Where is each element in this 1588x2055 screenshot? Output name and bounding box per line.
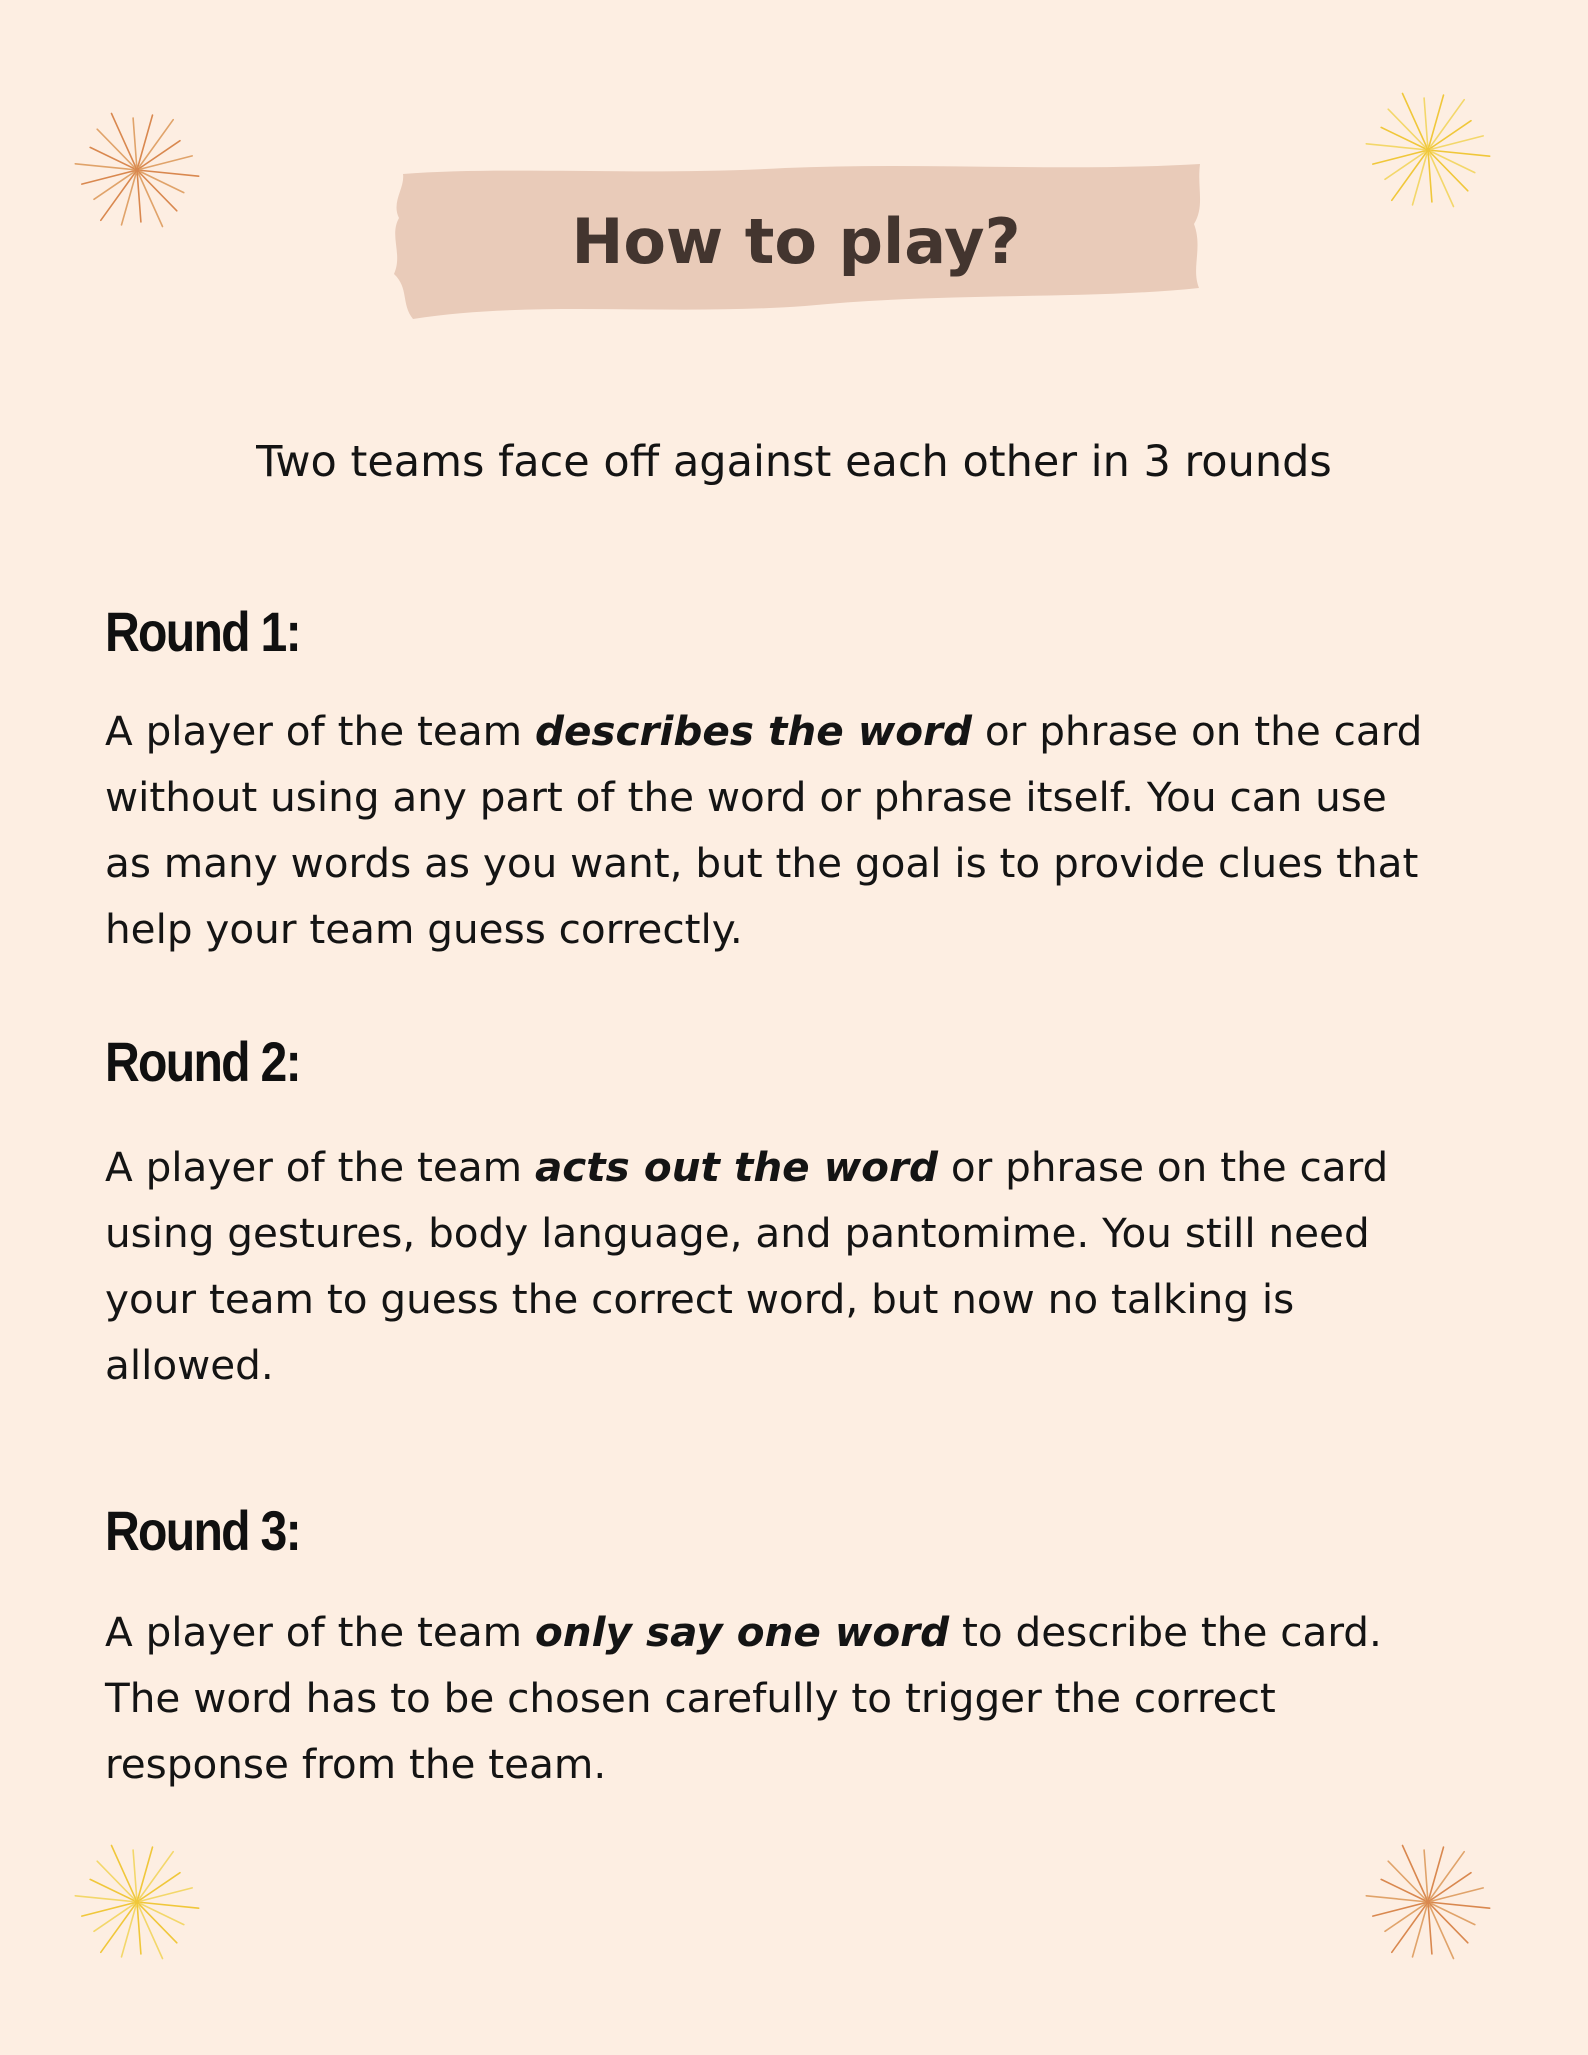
round-1-text-start: A player of the team xyxy=(105,707,535,755)
round-3-text-end: to describe the card. The word has to be chosen carefully to trigger the correct response from the team. xyxy=(105,1608,1382,1788)
burst-ray xyxy=(1428,1902,1468,1943)
round-3-description xyxy=(105,1599,1445,1797)
burst-ray xyxy=(137,170,177,211)
round-2-heading: Round 2: xyxy=(105,1030,300,1093)
round-1-emphasis: describes the word xyxy=(534,707,973,755)
intro-text: Two teams face off against each other in 3 rounds xyxy=(256,437,1332,487)
round-3-heading: Round 3: xyxy=(105,1499,300,1562)
burst-ray xyxy=(97,129,137,170)
round-3-emphasis: only say one word xyxy=(534,1608,950,1656)
page-title: How to play? xyxy=(571,205,1021,278)
burst-ray xyxy=(1428,150,1468,191)
title-banner xyxy=(385,158,1207,326)
round-2-text-start: A player of the team xyxy=(105,1143,535,1191)
round-1-text-end: or phrase on the card without using any part of the word or phrase itself. You can use as many words as you want, but the goal is to provide clues that help your team guess correctly. xyxy=(105,707,1423,953)
round-2-emphasis: acts out the word xyxy=(534,1143,938,1191)
burst-ray xyxy=(1388,109,1428,150)
round-1-description xyxy=(105,698,1445,962)
burst-center xyxy=(135,168,140,173)
round-1-heading: Round 1: xyxy=(105,600,300,663)
burst-center xyxy=(135,1900,140,1905)
firework-burst-icon xyxy=(1358,80,1498,220)
firework-burst-icon xyxy=(1358,1832,1498,1972)
burst-ray xyxy=(1388,1861,1428,1902)
round-3-text-start: A player of the team xyxy=(105,1608,535,1656)
burst-ray xyxy=(97,1861,137,1902)
round-2-description xyxy=(105,1134,1445,1398)
round-2-text-end: or phrase on the card using gestures, body language, and pantomime. You still need your team to guess the correct word, but now no talking is allowed. xyxy=(105,1143,1389,1389)
firework-burst-icon xyxy=(67,100,207,240)
burst-ray xyxy=(137,1902,177,1943)
firework-burst-icon xyxy=(67,1832,207,1972)
burst-center xyxy=(1426,148,1431,153)
burst-center xyxy=(1426,1900,1431,1905)
